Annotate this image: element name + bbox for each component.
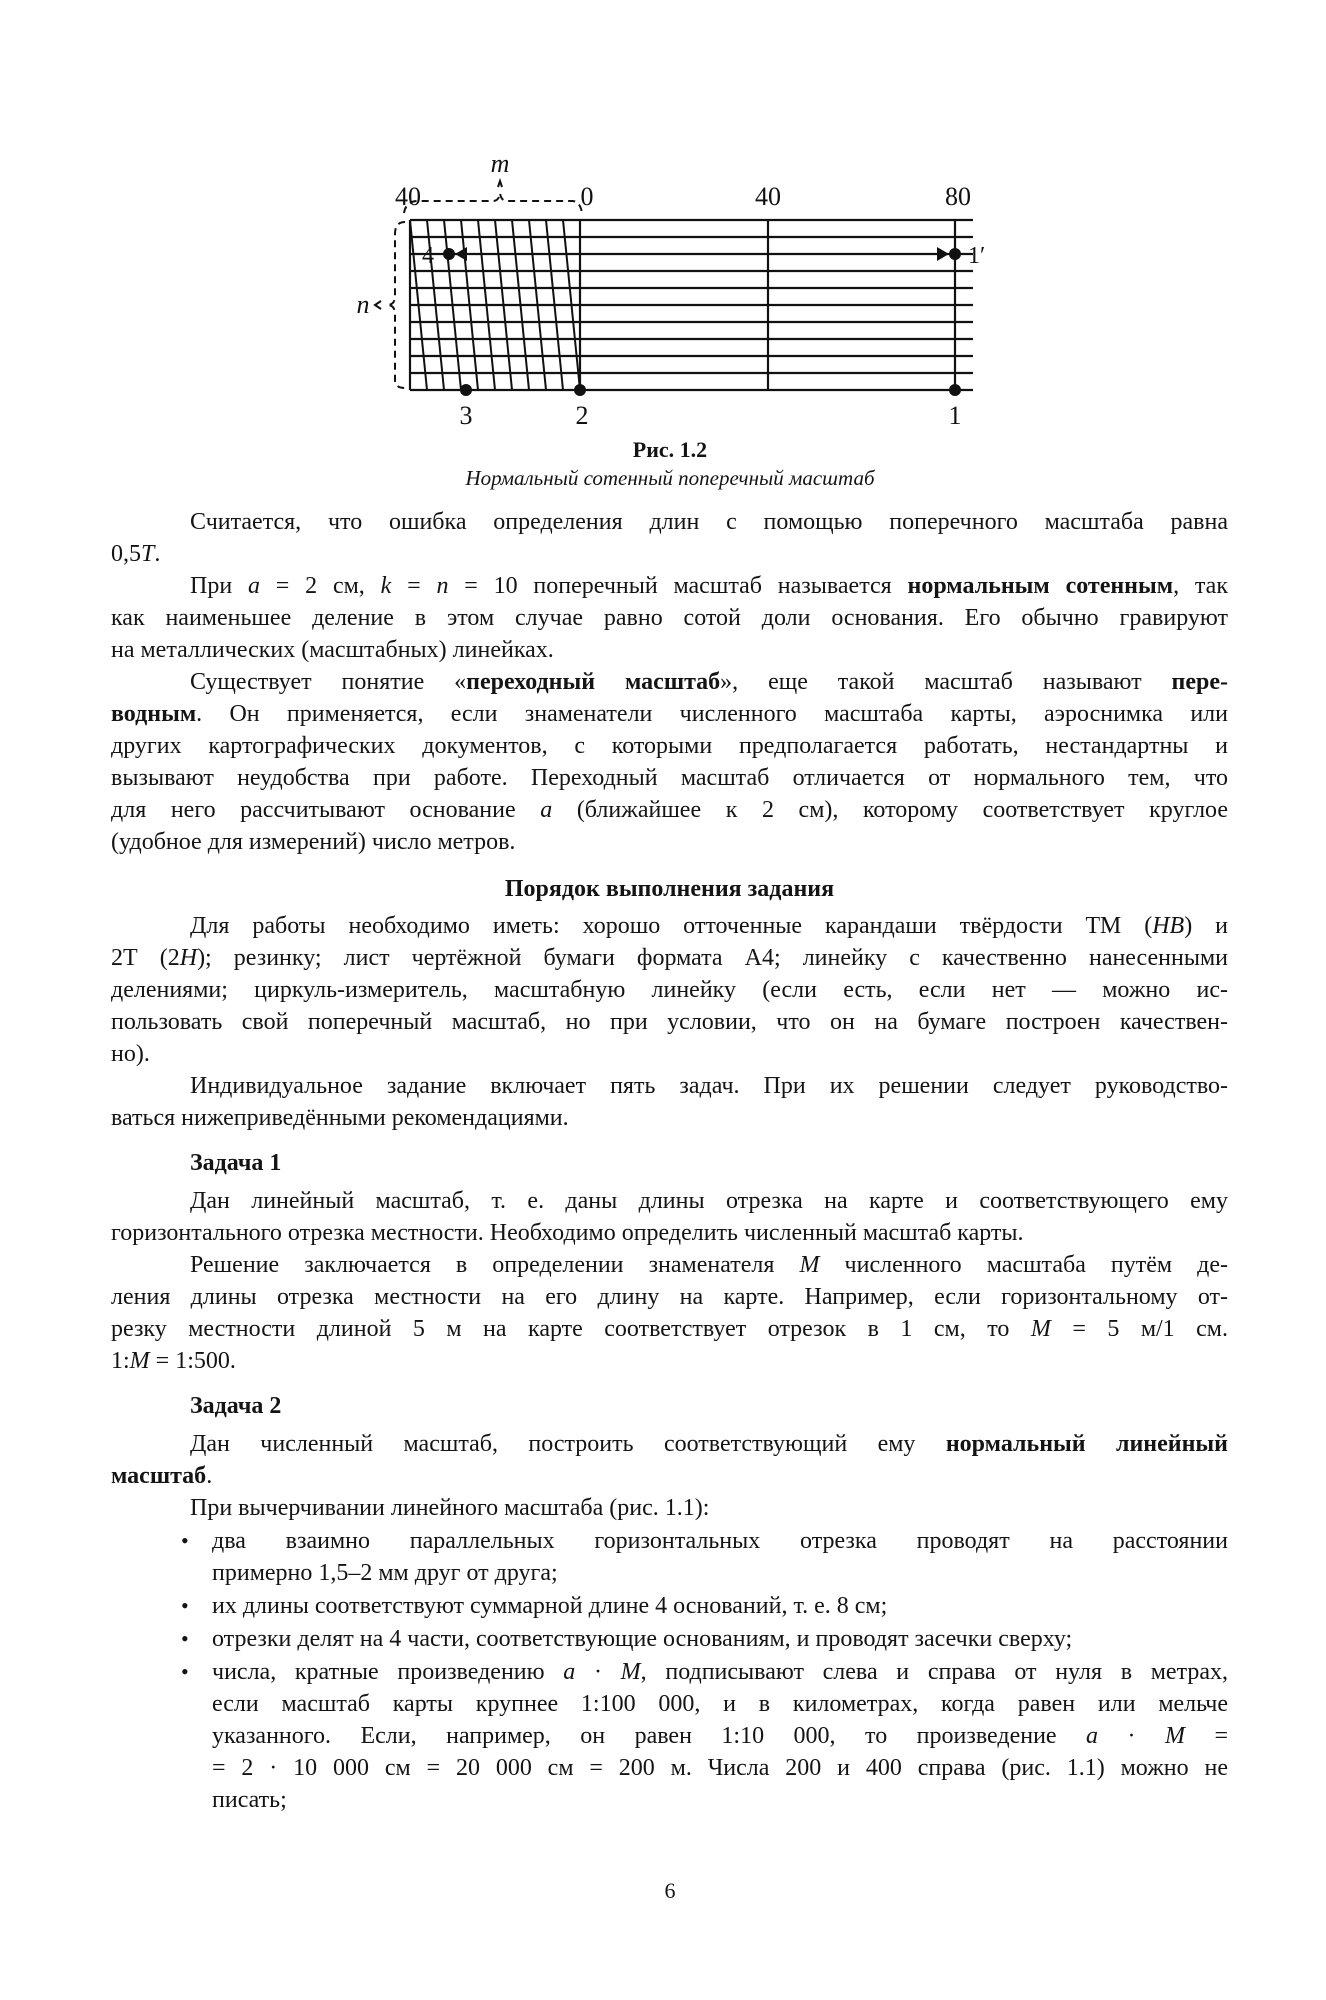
bullet-icon: • [181,1593,189,1618]
n-brace [387,222,405,388]
bottom-label-2: 2 [575,401,589,430]
task-heading: Задача 2 [190,1393,282,1419]
text-line: пользовать свой поперечный масштаб, но при условии, что он на бумаге построен качествен- [111,1009,1228,1035]
figure-caption: Нормальный сотенный поперечный масштаб [465,466,875,490]
paragraph [111,1185,1228,1249]
top-label-0: 0 [580,182,594,211]
text-line: но). [111,1041,150,1067]
arrow-left-icon [455,247,467,261]
text-line: 1:M = 1:500. [111,1348,236,1374]
text-line: Индивидуальное задание включает пять задач. При их решении следует руководство- [190,1073,1228,1099]
text-line: для него рассчитывают основание a (ближайшее к 2 см), которому соответствует круглое [111,797,1228,823]
italic-symbol: M [1164,1723,1185,1749]
text-line: ления длины отрезка местности на его длину на карте. Например, если горизонтальному от- [111,1284,1228,1310]
m-label: m [490,149,510,178]
transversal-scale-figure [0,0,1326,500]
bullet-item [111,1590,1228,1622]
text-line: = 2 · 10 000 см = 20 000 см = 200 м. Числа 200 и 400 справа (рис. 1.1) можно не [212,1755,1228,1781]
point-1prime-dot [949,248,961,260]
arrow-right-icon [937,247,949,261]
bold-term: нормальным сотенным [907,573,1174,599]
italic-symbol: M [799,1252,820,1278]
text-line: 0,5T. [111,541,161,567]
italic-symbol: a [563,1659,576,1685]
text-line: Считается, что ошибка определения длин с помощью поперечного масштаба равна [190,509,1228,535]
text-line: вызывают неудобства при работе. Переходный масштаб отличается от нормального тем, что [111,765,1228,791]
italic-symbol: T [141,541,155,567]
text-line: водным. Он применяется, если знаменатели численного масштаба карты, аэроснимка или [111,701,1228,727]
point-4-label: 4 [422,243,434,269]
italic-symbol: a [1086,1723,1099,1749]
text-line: делениями; циркуль-измеритель, масштабную линейку (если есть, если нет — можно ис- [111,977,1228,1003]
bold-term: переходный масштаб [466,669,721,695]
bullet-icon: • [181,1626,189,1651]
text-line: писать; [212,1787,287,1813]
text-line: 2Т (2H); резинку; лист чертёжной бумаги формата А4; линейку с качественно нанесенными [111,945,1229,971]
text-line: При a = 2 см, k = n = 10 поперечный масштаб называется нормальным сотенным, так [190,573,1228,599]
text-line: При вычерчивании линейного масштаба (рис. 1.1): [190,1495,710,1521]
m-brace [404,193,582,213]
bullet-icon: • [181,1659,189,1684]
point-3-dot [460,384,472,396]
italic-symbol: a [540,797,553,823]
bottom-label-3: 3 [459,401,473,430]
text-line: если масштаб карты крупнее 1:100 000, и в километрах, когда равен или мельче [212,1691,1228,1717]
text-line: других картографических документов, с которыми предполагается работать, нестандартны и [111,733,1228,759]
text-line: масштаб. [111,1463,213,1489]
italic-symbol: HB [1152,913,1185,939]
point-2-dot [574,384,586,396]
text-line: Решение заключается в определении знаменателя M численного масштаба путём де- [190,1252,1228,1278]
paragraph [111,910,1228,1070]
text-line: Дан линейный масштаб, т. е. даны длины отрезка на карте и соответствующего ему [190,1188,1228,1214]
bold-term: водным [111,701,197,727]
text-line: горизонтального отрезка местности. Необходимо определить численный масштаб карты. [111,1220,1024,1246]
text-line: их длины соответствуют суммарной длине 4 оснований, т. е. 8 см; [212,1593,888,1619]
n-label: n [356,290,370,319]
bullet-icon: • [181,1528,189,1553]
m-arrow-icon [498,181,502,187]
italic-symbol: a [248,573,260,599]
text-line: Для работы необходимо иметь: хорошо отточенные карандаши твёрдости ТМ (HB) и [190,913,1228,939]
italic-symbol: M [129,1348,150,1374]
top-label-40-left: 40 [395,182,421,211]
italic-symbol: M [620,1659,641,1685]
text-line: резку местности длиной 5 м на карте соответствует отрезок в 1 см, то M = 5 м/1 см. [111,1316,1228,1342]
text-line: отрезки делят на 4 части, соответствующие основаниям, и проводят засечки сверху; [212,1626,1073,1652]
bullet-item [111,1525,1228,1589]
text-line: два взаимно параллельных горизонтальных отрезка проводят на расстоянии [212,1528,1228,1554]
bullet-item [111,1656,1228,1816]
paragraph [111,1249,1228,1377]
paragraph [111,1492,1228,1524]
text-line: указанного. Если, например, он равен 1:10 000, то произведение a · M = [212,1723,1228,1749]
page-number: 6 [664,1878,676,1903]
task-heading: Задача 1 [190,1150,282,1176]
paragraph [111,1070,1228,1134]
paragraph [111,1428,1228,1492]
italic-symbol: M [1030,1316,1051,1342]
bottom-label-1: 1 [948,401,962,430]
text-line: Дан численный масштаб, построить соответствующий ему нормальный линейный [190,1431,1228,1457]
text-line: на металлических (масштабных) линейках. [111,637,554,663]
bold-term: пере- [1171,669,1228,695]
n-arrow-icon [375,301,381,309]
bold-term: масштаб [111,1463,207,1489]
section-heading: Порядок выполнения задания [504,876,835,902]
top-label-40: 40 [755,182,781,211]
text-line: Существует понятие «переходный масштаб», еще такой масштаб называют пере- [190,669,1228,695]
body-text [111,506,1228,1816]
italic-symbol: k [380,573,392,599]
scale-grid [375,181,973,396]
point-1-dot [949,384,961,396]
figure-title: Рис. 1.2 [632,437,708,462]
paragraph [111,666,1228,858]
italic-symbol: n [436,573,449,599]
paragraph [111,506,1228,570]
bold-term: нормальный линейный [945,1431,1228,1457]
text-line: числа, кратные произведению a · M, подписывают слева и справа от нуля в метрах, [212,1659,1229,1685]
point-4-dot [443,248,455,260]
text-line: ваться нижеприведёнными рекомендациями. [111,1105,569,1131]
bullet-item [111,1623,1228,1655]
paragraph [111,570,1228,666]
text-line: (удобное для измерений) число метров. [111,829,516,855]
top-label-80: 80 [945,182,971,211]
text-line: примерно 1,5–2 мм друг от друга; [212,1560,558,1586]
point-1prime-label: 1′ [968,243,986,269]
italic-symbol: H [179,945,198,971]
text-line: как наименьшее деление в этом случае равно сотой доли основания. Его обычно гравируют [111,605,1228,631]
